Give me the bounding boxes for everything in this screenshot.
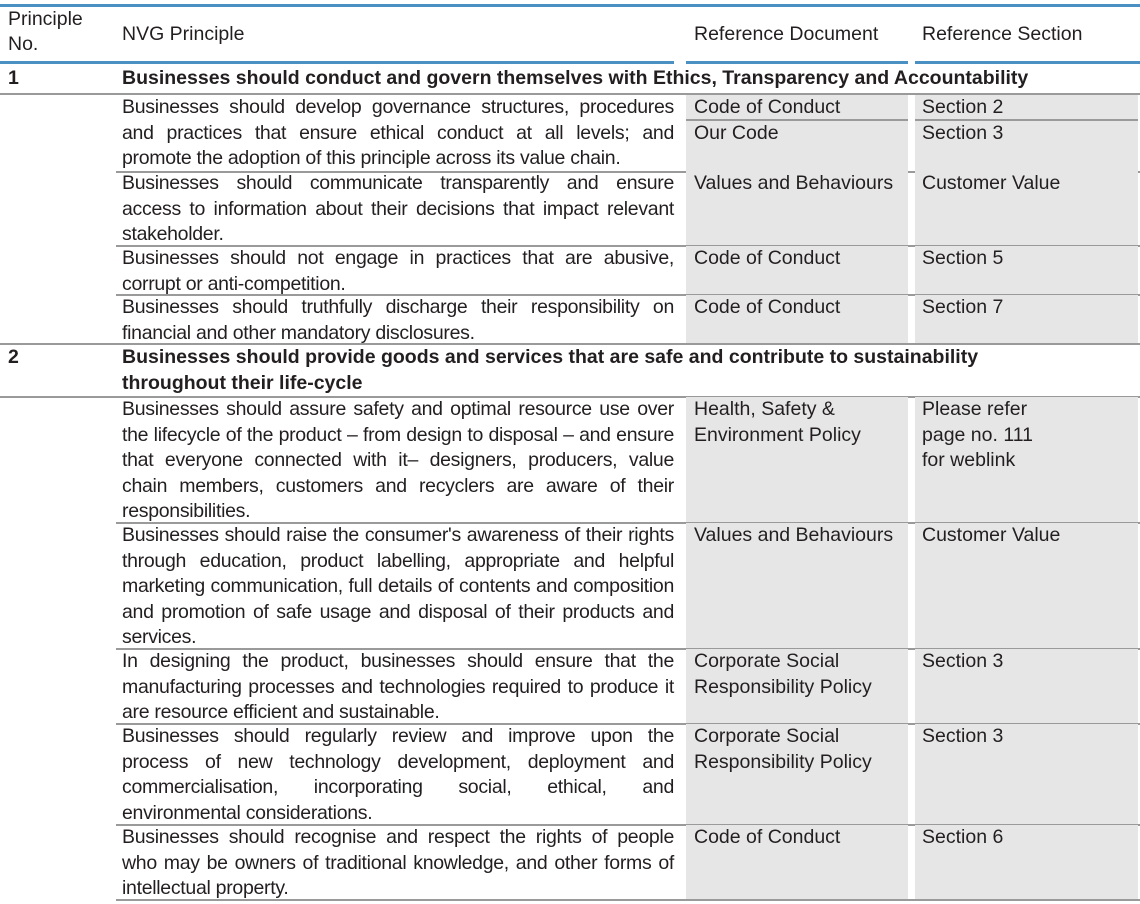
table-row <box>0 171 1140 246</box>
reference-section: Section 3 <box>915 649 1138 724</box>
table-top-rule <box>0 4 1140 7</box>
reference-section: Section 3 <box>922 121 1004 144</box>
principle-row-2 <box>0 345 1140 397</box>
reference-document-line: Corporate Social <box>694 725 840 747</box>
header-rule-2 <box>686 61 908 64</box>
header-rule-1 <box>0 61 674 64</box>
principle-number: 1 <box>8 67 19 89</box>
reference-section-line: Please refer <box>922 398 1028 420</box>
header-nvg-principle: NVG Principle <box>122 23 245 45</box>
reference-section: Section 5 <box>915 246 1138 295</box>
header-rule-3 <box>915 61 1140 64</box>
reference-document: Code of Conduct <box>686 825 908 900</box>
principle-description: Businesses should communicate transparently and ensure access to information about their decisions that impact relevant stakeholder. <box>122 172 674 245</box>
reference-document-cell <box>686 397 908 523</box>
reference-document: Values and Behaviours <box>686 523 908 649</box>
header-reference-document: Reference Document <box>694 23 879 45</box>
reference-section: Section 6 <box>915 825 1138 900</box>
principle-description: Businesses should raise the consumer's awareness of their rights through education, product labelling, appropriate and helpful marketing communication, full details of contents and composition and promotion of safe usage and disposal of their products and services. <box>122 524 674 648</box>
reference-section: Section 3 <box>915 724 1138 825</box>
cell-divider <box>686 119 908 121</box>
table-row <box>0 523 1140 649</box>
reference-document: Values and Behaviours <box>686 171 908 246</box>
reference-document-cell <box>686 724 908 825</box>
table-row <box>0 825 1140 900</box>
reference-section: Section 2 <box>922 96 1004 118</box>
header-principle-no-line1: Principle <box>8 8 83 30</box>
reference-document-line: Responsibility Policy <box>694 675 872 698</box>
reference-section: Customer Value <box>915 171 1138 246</box>
table-row <box>0 246 1140 295</box>
reference-section-cell <box>915 95 1138 171</box>
reference-document-cell <box>686 95 908 171</box>
principle-description: Businesses should recognise and respect the rights of people who may be owners of traditional knowledge, and other forms of intellectual property. <box>122 826 674 899</box>
reference-section-line: page no. 111 <box>922 423 1033 446</box>
principle-title: Businesses should conduct and govern themselves with Ethics, Transparency and Accountability <box>122 67 1029 89</box>
reference-document: Our Code <box>694 121 779 144</box>
row-divider <box>116 899 1140 901</box>
cell-divider <box>915 119 1138 121</box>
table-row <box>0 724 1140 825</box>
reference-document: Code of Conduct <box>686 246 908 295</box>
principle-row-1 <box>0 66 1140 93</box>
principle-description: Businesses should truthfully discharge their responsibility on financial and other mandatory disclosures. <box>122 296 674 344</box>
header-reference-section: Reference Section <box>922 23 1083 45</box>
table-row <box>0 397 1140 523</box>
reference-document-line: Health, Safety & <box>694 398 835 420</box>
reference-document: Code of Conduct <box>694 96 841 118</box>
principle-description: Businesses should regularly review and improve upon the process of new technology development, deployment and commercialisation, incorporating social, ethical, and environmental considerations. <box>122 725 674 824</box>
reference-document-cell <box>686 649 908 724</box>
reference-section: Customer Value <box>915 523 1138 649</box>
reference-document-line: Environment Policy <box>694 423 861 446</box>
reference-section: Section 7 <box>915 295 1138 343</box>
principle-description: Businesses should develop governance structures, procedures and practices that ensure ethical conduct at all levels; and promote the adoption of this principle across its value chain. <box>122 96 674 169</box>
table-row <box>0 295 1140 343</box>
header-principle-no <box>8 7 118 62</box>
principle-description: In designing the product, businesses should ensure that the manufacturing processes and technologies required to produce it are resource efficient and sustainable. <box>122 650 674 723</box>
reference-document: Code of Conduct <box>686 295 908 343</box>
reference-section-line: for weblink <box>922 449 1016 471</box>
reference-section-cell <box>915 397 1138 523</box>
principle-description: Businesses should assure safety and optimal resource use over the lifecycle of the product – from design to disposal – and ensure that everyone connected with it– designers, producers, value chain members, customers and recyclers are aware of their responsibilities. <box>122 398 674 522</box>
reference-document-line: Responsibility Policy <box>694 750 872 773</box>
table-row <box>0 95 1140 171</box>
principle-title: Businesses should provide goods and services that are safe and contribute to sustainability throughout their life-cycle <box>122 346 979 394</box>
principle-number: 2 <box>8 346 19 368</box>
reference-document-line: Corporate Social <box>694 650 840 672</box>
principle-description: Businesses should not engage in practices that are abusive, corrupt or anti-competition. <box>122 247 674 295</box>
table-row <box>0 649 1140 724</box>
header-principle-no-line2: No. <box>8 33 39 55</box>
